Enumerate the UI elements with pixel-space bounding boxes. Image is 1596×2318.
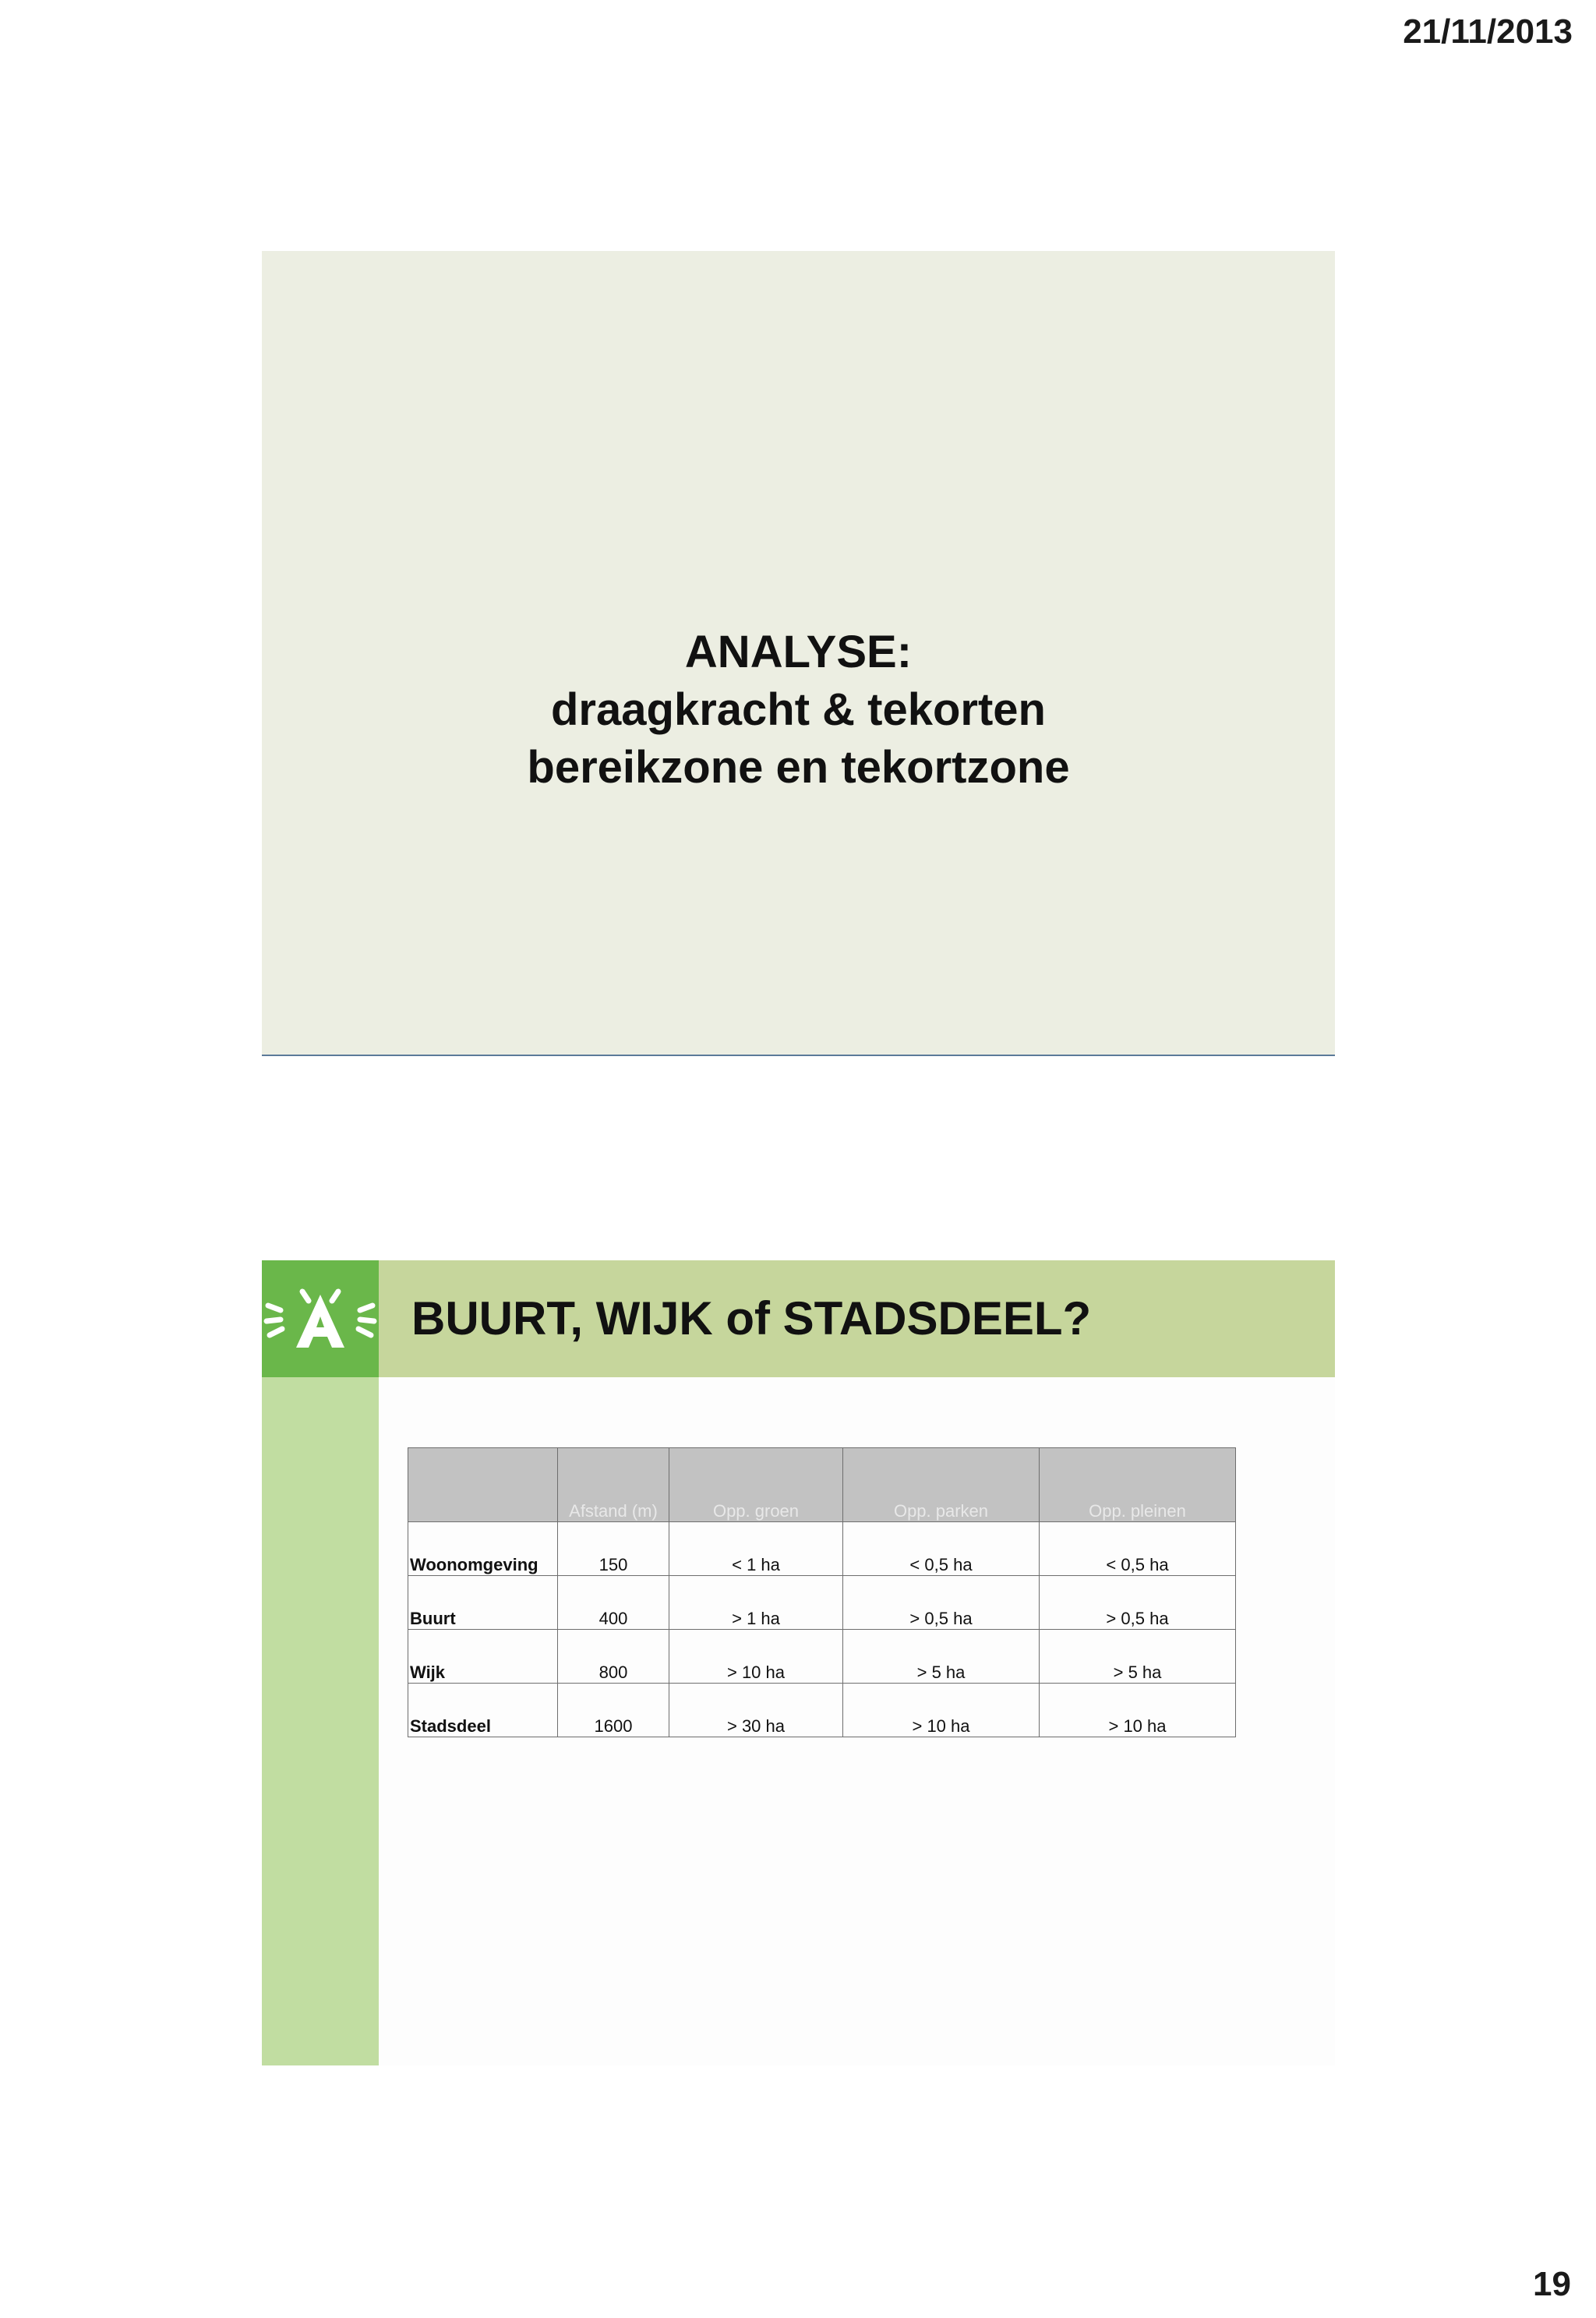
table-cell: > 30 ha bbox=[669, 1684, 843, 1737]
table-row bbox=[408, 1576, 1236, 1630]
header-cell-empty bbox=[408, 1448, 558, 1522]
header-cell-opp-pleinen: Opp. pleinen bbox=[1040, 1448, 1236, 1522]
table-cell: > 5 ha bbox=[843, 1630, 1040, 1684]
page-date: 21/11/2013 bbox=[1403, 12, 1573, 51]
row-label: Stadsdeel bbox=[408, 1684, 558, 1737]
table-cell: 1600 bbox=[558, 1684, 669, 1737]
slide-title-line-2: draagkracht & tekorten bbox=[551, 684, 1046, 735]
table-cell: > 5 ha bbox=[1040, 1630, 1236, 1684]
table-cell: > 10 ha bbox=[1040, 1684, 1236, 1737]
header-cell-opp-groen: Opp. groen bbox=[669, 1448, 843, 1522]
table-cell: > 10 ha bbox=[843, 1684, 1040, 1737]
table-row bbox=[408, 1630, 1236, 1684]
row-label: Woonomgeving bbox=[408, 1522, 558, 1576]
header-cell-opp-parken: Opp. parken bbox=[843, 1448, 1040, 1522]
antwerp-a-logo-icon bbox=[262, 1260, 379, 1377]
slide-title-line-3: bereikzone en tekortzone bbox=[527, 742, 1070, 793]
table-cell: < 0,5 ha bbox=[843, 1522, 1040, 1576]
table-cell: > 0,5 ha bbox=[1040, 1576, 1236, 1630]
table-cell: 150 bbox=[558, 1522, 669, 1576]
header-cell-afstand: Afstand (m) bbox=[558, 1448, 669, 1522]
slide-heading: BUURT, WIJK of STADSDEEL? bbox=[411, 1292, 1092, 1345]
table-header-row bbox=[408, 1448, 1236, 1522]
table-slide bbox=[262, 1260, 1335, 2065]
title-slide bbox=[262, 251, 1335, 1056]
side-strip bbox=[262, 1377, 379, 2065]
distance-area-table bbox=[408, 1447, 1236, 1737]
table-cell: 800 bbox=[558, 1630, 669, 1684]
slide-title bbox=[262, 624, 1335, 797]
row-label: Buurt bbox=[408, 1576, 558, 1630]
table-cell: > 1 ha bbox=[669, 1576, 843, 1630]
row-label: Wijk bbox=[408, 1630, 558, 1684]
table-cell: 400 bbox=[558, 1576, 669, 1630]
table-row bbox=[408, 1522, 1236, 1576]
table-cell: < 0,5 ha bbox=[1040, 1522, 1236, 1576]
table-cell: > 10 ha bbox=[669, 1630, 843, 1684]
table-row bbox=[408, 1684, 1236, 1737]
table-cell: > 0,5 ha bbox=[843, 1576, 1040, 1630]
page-number: 19 bbox=[1533, 2265, 1571, 2303]
slide-title-line-1: ANALYSE: bbox=[684, 627, 913, 677]
table-cell: < 1 ha bbox=[669, 1522, 843, 1576]
